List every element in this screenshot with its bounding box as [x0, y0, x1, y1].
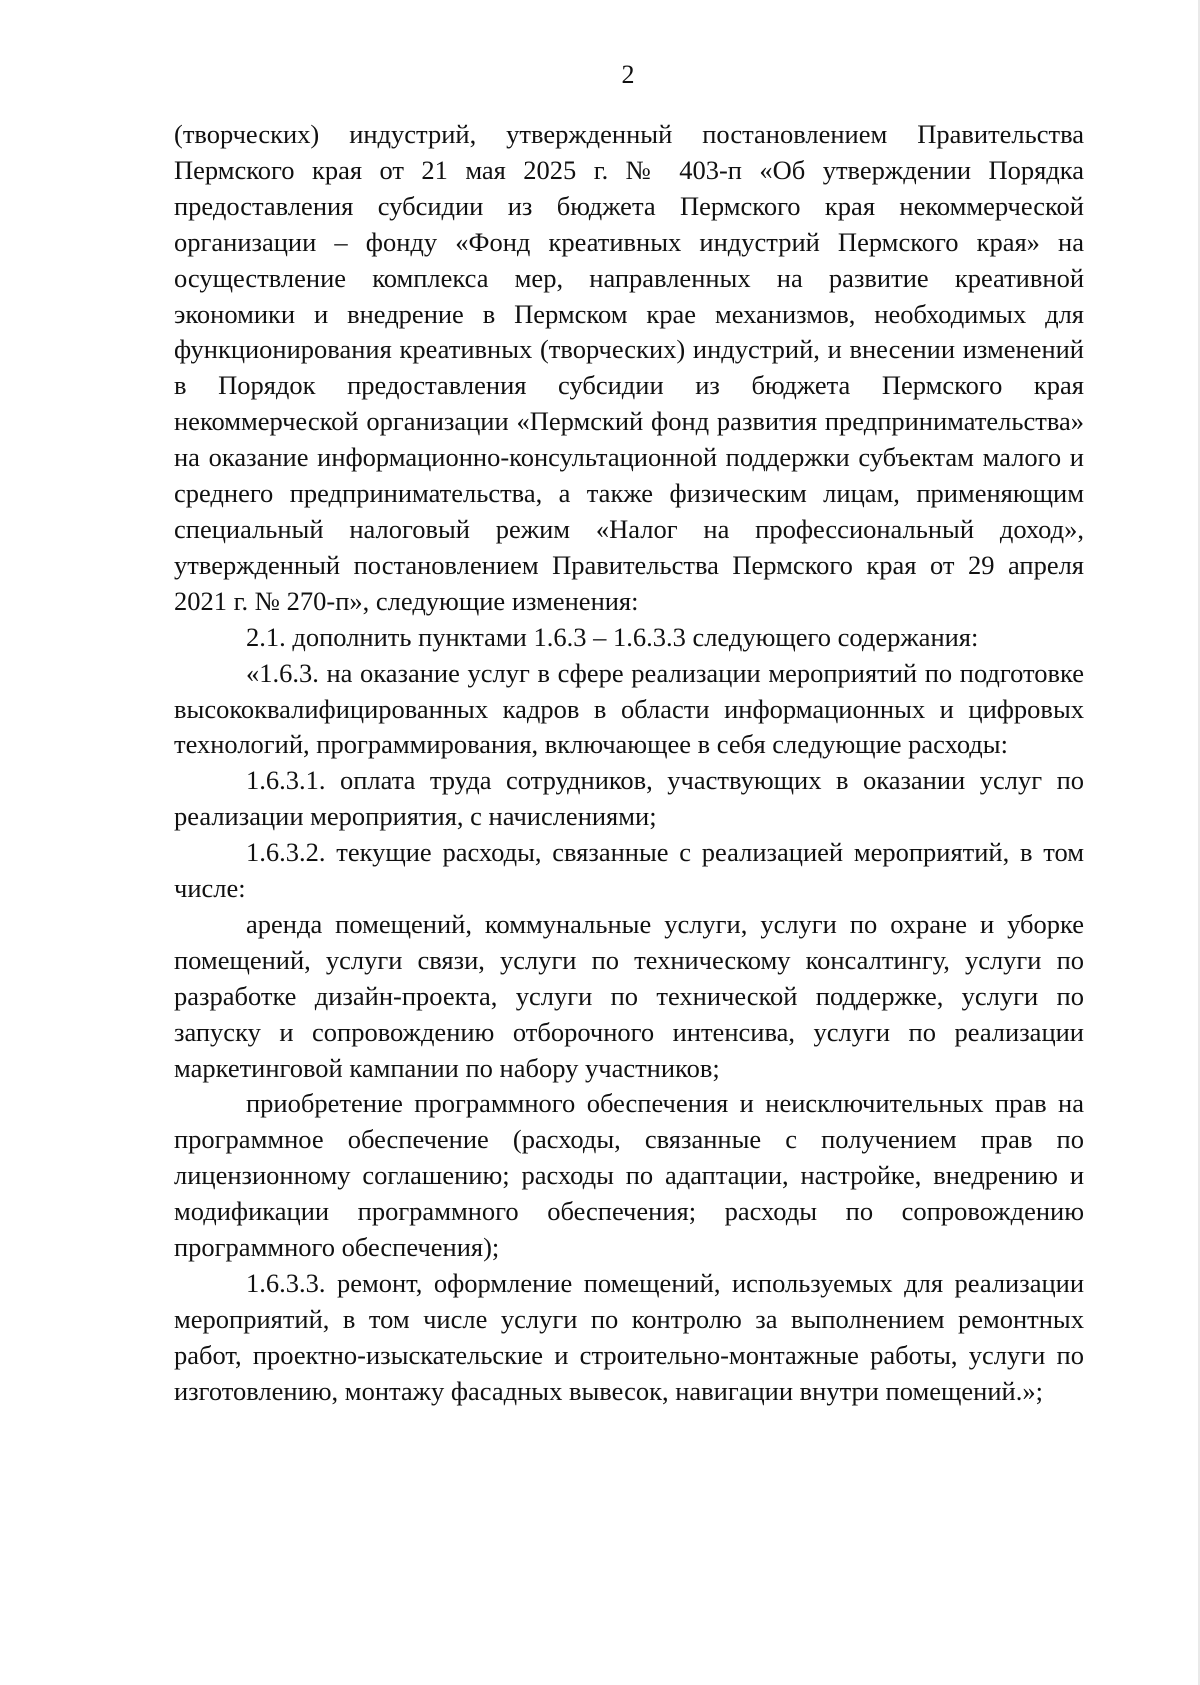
- paragraph-item-2-1: 2.1. дополнить пунктами 1.6.3 – 1.6.3.3 следующего содержания:: [246, 621, 979, 652]
- paragraph-item-1-6-3-2: 1.6.3.2. текущие расходы, связанные с реализацией мероприятий, в том числе:: [174, 837, 1084, 904]
- paragraph-item-1-6-3: «1.6.3. на оказание услуг в сфере реализации мероприятий по подготовке высококвалифицированных кадров в области информационных и цифровых технологий, программирования, включающее в себя следующие расходы:: [174, 657, 1084, 760]
- paragraph-continuation: (творческих) индустрий, утвержденный постановлением Правительства Пермского края от 21 мая 2025 г. № 403-п «Об утверждении Порядка предоставления субсидии из бюджета Пермского края некоммерческой организации – фонду «Фонд креативных индустрий Пермского края» на осуществление комплекса мер, направленных на развитие креативной экономики и внедрение в Пермском крае механизмов, необходимых для функционирования креативных (творческих) индустрий, и внесении изменений в Порядок предоставления субсидии из бюджета Пермского края некоммерческой организации «Пермский фонд развития предпринимательства» на оказание информационно-консультационной поддержки субъектам малого и среднего предпринимательства, а также физическим лицам, применяющим специальный налоговый режим «Налог на профессиональный доход», утвержденный постановлением Правительства Пермского края от 29 апреля 2021 г. № 270-п», следующие изменения:: [174, 119, 1084, 616]
- paragraph-rent-services: аренда помещений, коммунальные услуги, услуги по охране и уборке помещений, услуги связи, услуги по техническому консалтингу, услуги по разработке дизайн-проекта, услуги по технической поддержке, услуги по запуску и сопровождению отборочного интенсива, услуги по реализации маркетинговой кампании по набору участников;: [174, 908, 1084, 1083]
- paragraph-software: приобретение программного обеспечения и неисключительных прав на программное обеспечение (расходы, связанные с получением прав по лицензионному соглашению; расходы по адаптации, настройке, внедрению и модификации программного обеспечения; расходы по сопровождению программного обеспечения);: [174, 1088, 1084, 1263]
- paragraph-item-1-6-3-3: 1.6.3.3. ремонт, оформление помещений, используемых для реализации мероприятий, в том числе услуги по контролю за выполнением ремонтных работ, проектно-изыскательские и строительно-монтажные работы, услуги по изготовлению, монтажу фасадных вывесок, навигации внутри помещений.»;: [174, 1268, 1084, 1406]
- page-number: 2: [621, 60, 635, 89]
- paragraph-item-1-6-3-1: 1.6.3.1. оплата труда сотрудников, участвующих в оказании услуг по реализации мероприятия, с начислениями;: [174, 765, 1084, 832]
- document-body: [174, 117, 1084, 1410]
